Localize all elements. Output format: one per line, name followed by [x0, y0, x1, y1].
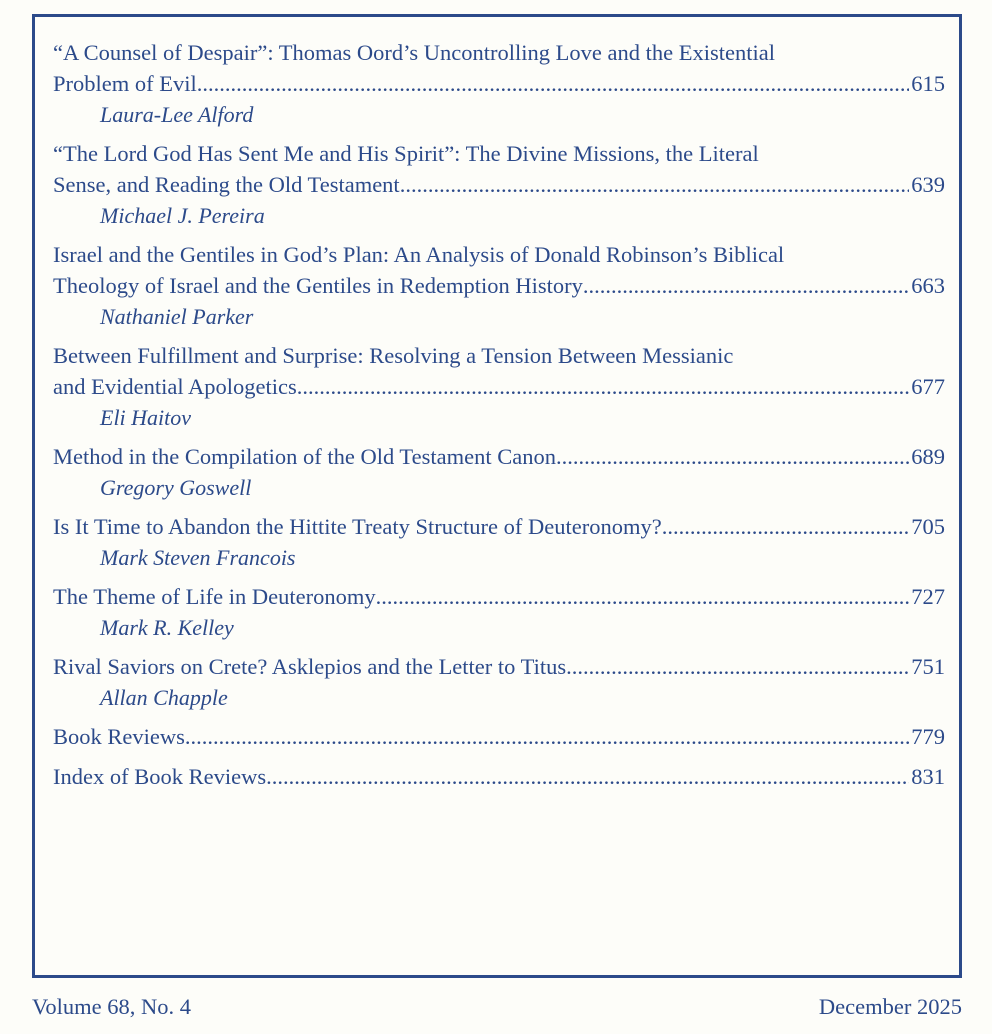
dot-leader	[583, 270, 909, 301]
dot-leader	[400, 169, 910, 200]
contents-frame	[32, 14, 962, 978]
entry-leader-line	[53, 169, 945, 200]
page-number: 677	[911, 374, 945, 399]
entry-title: Book Reviews	[53, 724, 185, 749]
entry-leader-line	[53, 68, 945, 99]
toc-entry[interactable]	[53, 651, 945, 713]
dot-leader	[566, 651, 909, 682]
page-number: 705	[911, 514, 945, 539]
page-number: 615	[911, 71, 945, 96]
entry-author: Laura-Lee Alford	[100, 102, 254, 127]
entry-author: Mark R. Kelley	[100, 615, 234, 640]
page-number: 751	[911, 654, 945, 679]
page-number: 779	[911, 724, 945, 749]
entry-title-line: Between Fulfillment and Surprise: Resolving a Tension Between Messianic	[53, 343, 734, 368]
entry-leader-line	[53, 270, 945, 301]
entry-title-end: Sense, and Reading the Old Testament	[53, 172, 400, 197]
toc-entry[interactable]	[53, 37, 945, 130]
toc-entry[interactable]	[53, 138, 945, 231]
entry-author: Gregory Goswell	[100, 475, 252, 500]
entry-leader-line	[53, 371, 945, 402]
page-number: 831	[911, 764, 945, 789]
entry-author: Nathaniel Parker	[100, 304, 254, 329]
entry-author: Michael J. Pereira	[100, 203, 265, 228]
page-number: 689	[911, 444, 945, 469]
dot-leader	[297, 371, 910, 402]
page-number: 727	[911, 584, 945, 609]
toc-entry-index-of-book-reviews[interactable]	[53, 761, 945, 792]
table-of-contents	[53, 37, 945, 801]
entry-leader-line	[53, 651, 945, 682]
toc-entry[interactable]	[53, 340, 945, 433]
toc-entry[interactable]	[53, 581, 945, 643]
entry-leader-line	[53, 441, 945, 472]
entry-title: Is It Time to Abandon the Hittite Treaty Structure of Deuteronomy?	[53, 514, 662, 539]
entry-title: The Theme of Life in Deuteronomy	[53, 584, 376, 609]
dot-leader	[556, 441, 909, 472]
entry-author: Allan Chapple	[100, 685, 228, 710]
dot-leader	[376, 581, 910, 612]
toc-entry[interactable]	[53, 511, 945, 573]
entry-leader-line	[53, 721, 945, 752]
entry-author: Eli Haitov	[100, 405, 192, 430]
page-number: 639	[911, 172, 945, 197]
entry-title: Index of Book Reviews	[53, 764, 267, 789]
entry-title-end: and Evidential Apologetics	[53, 374, 297, 399]
dot-leader	[197, 68, 910, 99]
entry-leader-line	[53, 761, 945, 792]
dot-leader	[185, 721, 909, 752]
entry-title-line: “A Counsel of Despair”: Thomas Oord’s Uncontrolling Love and the Existential	[53, 40, 775, 65]
entry-author: Mark Steven Francois	[100, 545, 296, 570]
toc-entry[interactable]	[53, 239, 945, 332]
toc-entry[interactable]	[53, 441, 945, 503]
volume-issue: Volume 68, No. 4	[32, 994, 191, 1019]
entry-title-end: Theology of Israel and the Gentiles in Redemption History	[53, 273, 583, 298]
dot-leader	[266, 761, 909, 792]
entry-title: Rival Saviors on Crete? Asklepios and the Letter to Titus	[53, 654, 567, 679]
entry-title: Method in the Compilation of the Old Testament Canon	[53, 444, 556, 469]
dot-leader	[662, 511, 910, 542]
entry-title-line: Israel and the Gentiles in God’s Plan: An Analysis of Donald Robinson’s Biblical	[53, 242, 785, 267]
entry-leader-line	[53, 581, 945, 612]
entry-title-end: Problem of Evil	[53, 71, 197, 96]
issue-date: December 2025	[818, 994, 962, 1019]
page-number: 663	[911, 273, 945, 298]
toc-entry-book-reviews[interactable]	[53, 721, 945, 752]
entry-title-line: “The Lord God Has Sent Me and His Spirit”: The Divine Missions, the Literal	[53, 141, 759, 166]
entry-leader-line	[53, 511, 945, 542]
